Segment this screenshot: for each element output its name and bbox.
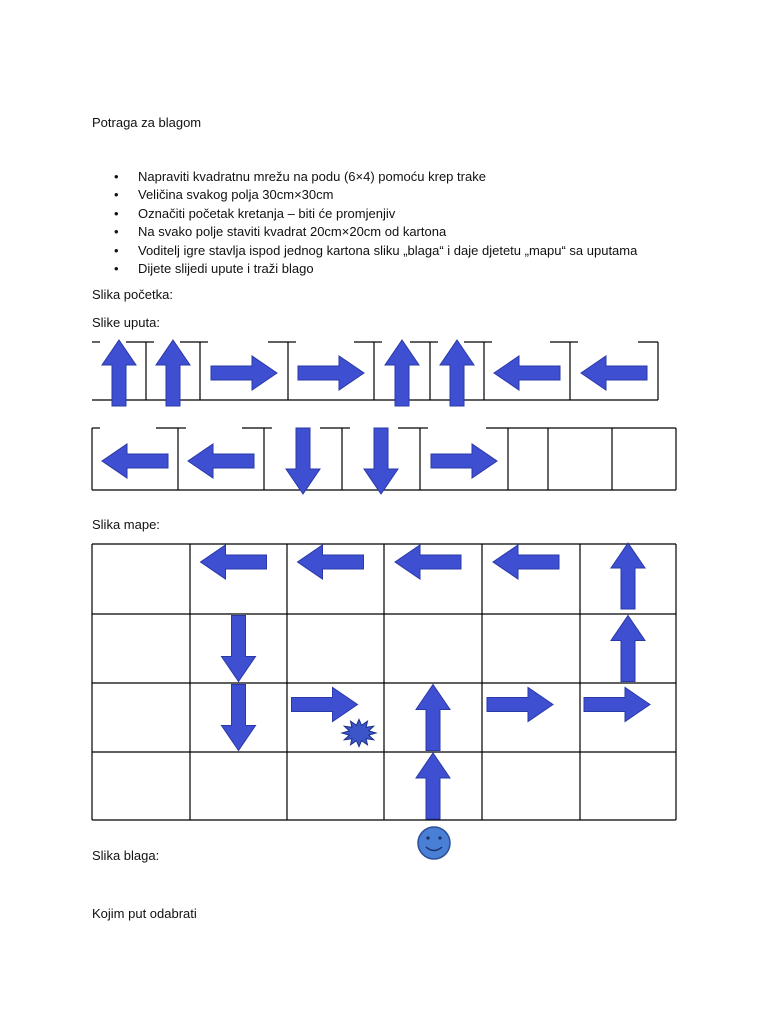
arrow-up-icon (416, 753, 450, 819)
instruction-pictures-label: Slike uputa: (92, 315, 160, 330)
arrow-right-icon (584, 688, 650, 722)
arrow-shape (292, 688, 358, 722)
arrow-left-icon (494, 356, 560, 390)
smiley-eye (426, 836, 429, 839)
arrow-shape (286, 428, 320, 494)
arrow-left-icon (188, 444, 254, 478)
list-item: • Dijete slijedi upute i traži blago (92, 260, 637, 278)
arrow-down-icon (364, 428, 398, 494)
star-burst-icon (342, 719, 376, 746)
map-grid (92, 543, 676, 820)
arrow-shape (431, 444, 497, 478)
arrow-right-icon (211, 356, 277, 390)
arrow-shape (416, 685, 450, 751)
arrow-shape (395, 545, 461, 579)
arrow-right-icon (431, 444, 497, 478)
list-item: • Označiti početak kretanja – biti će promjenjiv (92, 205, 637, 223)
arrow-shape (440, 340, 474, 406)
arrow-shape (222, 685, 256, 751)
smiley-eye (438, 836, 441, 839)
arrow-left-icon (493, 545, 559, 579)
list-item: • Napraviti kvadratnu mrežu na podu (6×4) pomoću krep trake (92, 168, 637, 186)
arrow-shape (487, 688, 553, 722)
arrow-shape (364, 428, 398, 494)
arrow-shape (581, 356, 647, 390)
arrow-shape (188, 444, 254, 478)
arrow-shape (201, 545, 267, 579)
list-item: • Voditelj igre stavlja ispod jednog kartona sliku „blaga“ i daje djetetu „mapu“ sa uputama (92, 242, 637, 260)
arrow-shape (493, 545, 559, 579)
arrow-shape (211, 356, 277, 390)
arrow-left-icon (581, 356, 647, 390)
arrow-up-icon (440, 340, 474, 406)
arrow-up-icon (385, 340, 419, 406)
arrow-down-icon (286, 428, 320, 494)
arrow-up-icon (611, 616, 645, 682)
list-item: • Veličina svakog polja 30cm×30cm (92, 186, 637, 204)
arrow-up-icon (611, 543, 645, 609)
arrow-shape (102, 340, 136, 406)
list-item: • Na svako polje staviti kvadrat 20cm×20cm od kartona (92, 223, 637, 241)
arrow-left-icon (201, 545, 267, 579)
arrow-left-icon (395, 545, 461, 579)
arrow-down-icon (222, 685, 256, 751)
arrow-shape (298, 545, 364, 579)
arrow-shape (584, 688, 650, 722)
instruction-cards-row-1 (92, 340, 658, 406)
arrow-shape (222, 616, 256, 682)
arrow-shape (156, 340, 190, 406)
arrow-shape (416, 753, 450, 819)
smiley-face (418, 827, 450, 859)
arrow-right-icon (298, 356, 364, 390)
arrow-shape (611, 543, 645, 609)
path-question: Kojim put odabrati (92, 906, 197, 921)
arrow-up-icon (102, 340, 136, 406)
page-title: Potraga za blagom (92, 115, 202, 130)
smiley-face-icon (418, 827, 450, 859)
arrow-left-icon (298, 545, 364, 579)
instruction-cards-row-2 (92, 428, 676, 494)
arrow-shape (494, 356, 560, 390)
arrow-shape (385, 340, 419, 406)
arrow-shape (298, 356, 364, 390)
start-picture-label: Slika početka: (92, 287, 173, 302)
arrow-up-icon (156, 340, 190, 406)
arrow-right-icon (292, 688, 358, 722)
arrow-shape (611, 616, 645, 682)
arrow-left-icon (102, 444, 168, 478)
map-picture-label: Slika mape: (92, 517, 160, 532)
arrow-up-icon (416, 685, 450, 751)
arrow-right-icon (487, 688, 553, 722)
arrow-shape (102, 444, 168, 478)
arrow-down-icon (222, 616, 256, 682)
treasure-picture-label: Slika blaga: (92, 848, 160, 863)
